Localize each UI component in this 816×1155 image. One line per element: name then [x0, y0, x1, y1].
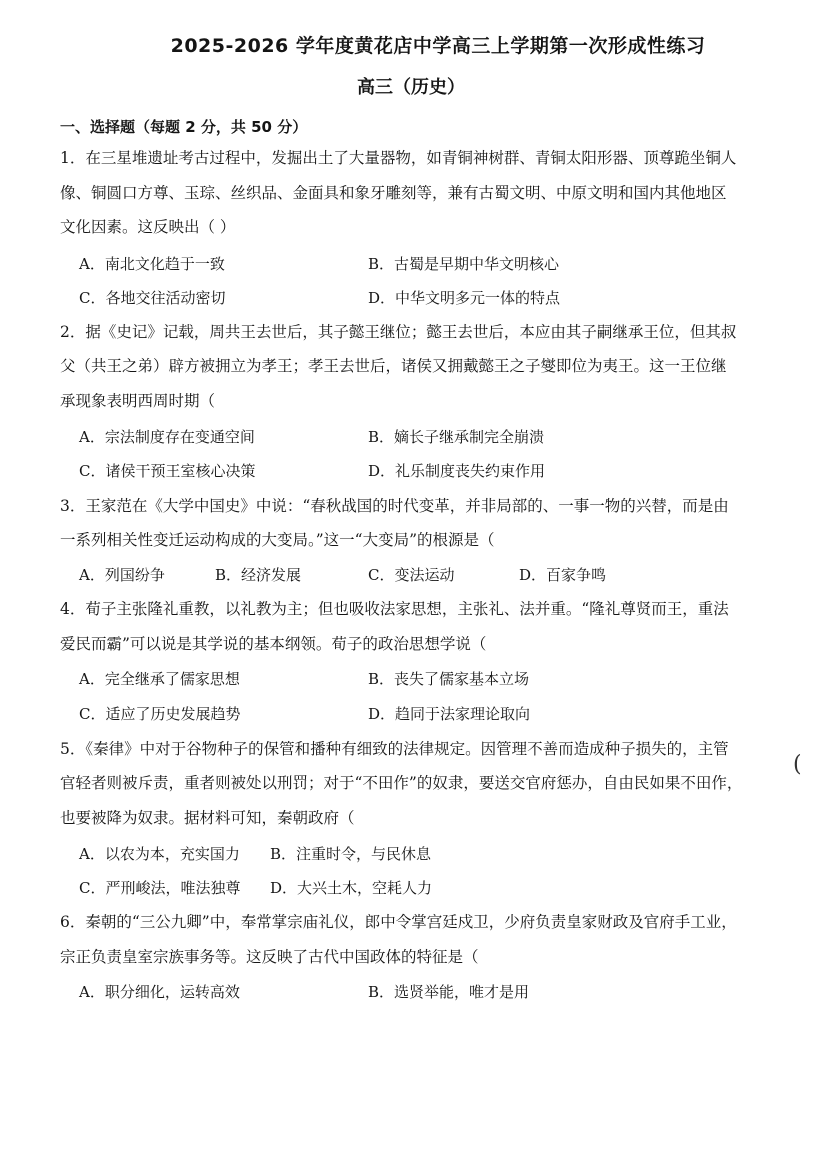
question-3-option-b: B．经济发展 [215, 566, 302, 584]
question-1-line-3: 文化因素。这反映出（ ） [60, 218, 236, 236]
question-4-option-b: B．丧失了儒家基本立场 [368, 670, 530, 688]
question-5-option-d: D．大兴土木，空耗人力 [270, 879, 433, 897]
question-4-option-a: A．完全继承了儒家思想 [79, 670, 240, 688]
question-5-line-2: 官轻者则被斥责，重者则被处以刑罚；对于“不田作”的奴隶，要送交官府惩办，自由民如果不田作， [60, 774, 743, 792]
question-2-option-a: A．宗法制度存在变通空间 [79, 428, 255, 446]
question-4-option-c: C．适应了历史发展趋势 [79, 705, 241, 723]
question-6-line-1: 6．秦朝的“三公九卿”中，奉常掌宗庙礼仪，郎中令掌宫廷戍卫，少府负责皇家财政及官府手工业， [60, 913, 737, 931]
margin-mark: ( [793, 752, 802, 777]
question-3-option-c: C．变法运动 [368, 566, 455, 584]
exam-subtitle: 高三（历史） [357, 77, 465, 98]
question-3-line-1: 3．王家范在《大学中国史》中说：“春秋战国的时代变革，并非局部的、一事一物的兴替，而是由 [60, 497, 729, 515]
question-3-option-d: D．百家争鸣 [519, 566, 607, 584]
question-1-option-d: D．中华文明多元一体的特点 [368, 289, 561, 307]
question-5-line-1: 5．《秦律》中对于谷物种子的保管和播种有细致的法律规定。因管理不善而造成种子损失的，主管 [60, 740, 729, 758]
question-6-option-a: A．职分细化，运转高效 [79, 983, 240, 1001]
exam-title: 2025-2026 学年度黄花店中学高三上学期第一次形成性练习 [170, 35, 706, 57]
question-5-option-b: B．注重时令，与民休息 [270, 845, 432, 863]
question-2-option-c: C．诸侯干预王室核心决策 [79, 462, 256, 480]
question-1-line-2: 像、铜圆口方尊、玉琮、丝织品、金面具和象牙雕刻等，兼有古蜀文明、中原文明和国内其他地区 [60, 184, 727, 202]
question-2-line-2: 父（共王之弟）辟方被拥立为孝王；孝王去世后，诸侯又拥戴懿王之子燮即位为夷王。这一王位继 [60, 357, 727, 375]
question-3-option-a: A．列国纷争 [79, 566, 165, 584]
question-2-option-d: D．礼乐制度丧失约束作用 [368, 462, 546, 480]
section-heading: 一、选择题（每题 2 分，共 50 分） [60, 118, 308, 136]
question-3-line-2: 一系列相关性变迁运动构成的大变局。”这一“大变局”的根源是（ [60, 531, 495, 549]
question-2-line-1: 2．据《史记》记载，周共王去世后，其子懿王继位；懿王去世后，本应由其子嗣继承王位，但其叔 [60, 323, 737, 341]
question-5-line-3: 也要被降为奴隶。据材料可知，秦朝政府（ [60, 809, 355, 827]
question-1-line-1: 1．在三星堆遗址考古过程中，发掘出土了大量器物，如青铜神树群、青铜太阳形器、顶尊跪坐铜人 [60, 149, 737, 167]
question-1-option-a: A．南北文化趋于一致 [79, 255, 225, 273]
question-5-option-a: A．以农为本，充实国力 [79, 845, 240, 863]
question-2-option-b: B．嫡长子继承制完全崩溃 [368, 428, 545, 446]
question-5-option-c: C．严刑峻法，唯法独尊 [79, 879, 241, 897]
question-1-option-c: C．各地交往活动密切 [79, 289, 226, 307]
question-4-line-1: 4．荀子主张隆礼重教，以礼教为主；但也吸收法家思想，主张礼、法并重。“隆礼尊贤而王，重法 [60, 600, 729, 618]
question-4-line-2: 爱民而霸”可以说是其学说的基本纲领。荀子的政治思想学说（ [60, 635, 487, 653]
question-4-option-d: D．趋同于法家理论取向 [368, 705, 531, 723]
question-6-line-2: 宗正负责皇室宗族事务等。这反映了古代中国政体的特征是（ [60, 948, 479, 966]
question-6-option-b: B．选贤举能，唯才是用 [368, 983, 530, 1001]
question-1-option-b: B．古蜀是早期中华文明核心 [368, 255, 560, 273]
question-2-line-3: 承现象表明西周时期（ [60, 392, 216, 410]
